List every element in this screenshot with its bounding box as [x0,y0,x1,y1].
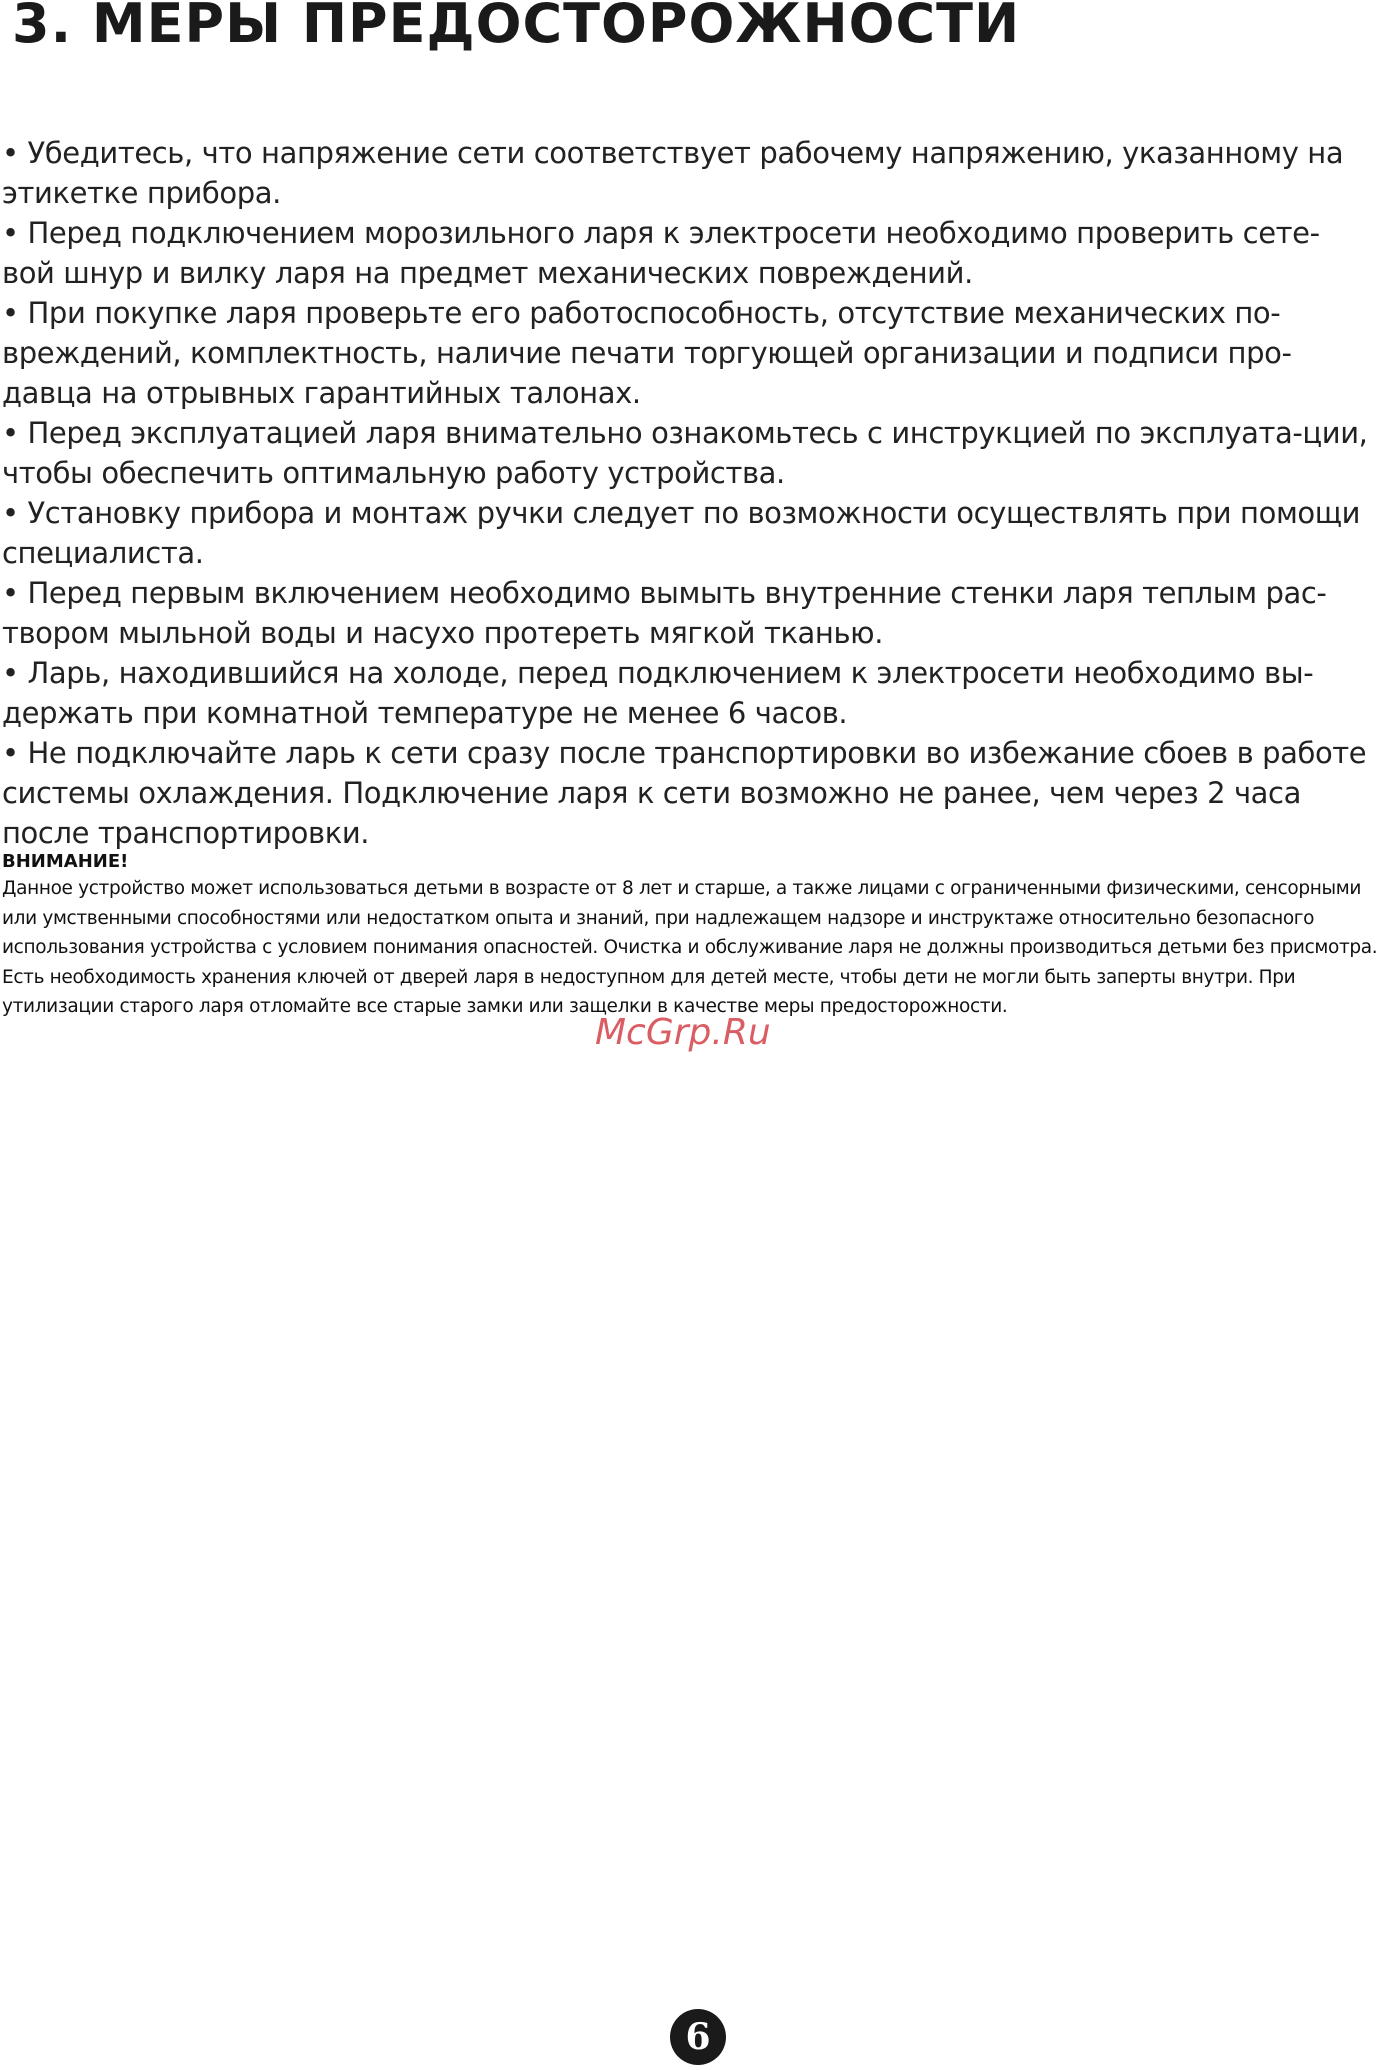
warning-paragraph-children: Данное устройство может использоваться детьми в возрасте от 8 лет и старше, а также лицами с ограниченными физическими, сенсорными или умственными способностями или недостатком опыта и знаний, при надлежащем надзоре и инструктаже относительно безопасного использования устройства с условием понимания опасностей. Очистка и обслуживание ларя не должны производиться детьми без присмотра. [2,878,1378,958]
list-item: • При покупке ларя проверьте его работоспособность, отсутствие механических по-вреждений, комплектность, наличие печати торгующей организации и подписи про-давца на отрывных гарантийных талонах. [2,296,1292,410]
list-item: • Ларь, находившийся на холоде, перед подключением к электросети необходимо вы-держать при комнатной температуре не менее 6 часов. [2,656,1314,730]
page-title: 3. МЕРЫ ПРЕДОСТОРОЖНОСТИ [12,0,1021,55]
watermark: McGrp.Ru [595,1012,771,1053]
list-item: • Перед эксплуатацией ларя внимательно ознакомьтесь с инструкцией по эксплуата-ции, чтобы обеспечить оптимальную работу устройства. [2,416,1368,490]
warning-paragraph-keys: Есть необходимость хранения ключей от дверей ларя в недоступном для детей месте, чтобы дети не могли быть заперты внутри. При утилизации старого ларя отломайте все старые замки или защелки в качестве меры предосторожности. [2,966,1296,1017]
list-item: • Не подключайте ларь к сети сразу после транспортировки во избежание сбоев в работе системы охлаждения. Подключение ларя к сети возможно не ранее, чем через 2 часа после транспортировки. [2,736,1367,850]
warning-heading: ВНИМАНИЕ! [2,851,129,872]
list-item: • Установку прибора и монтаж ручки следует по возможности осуществлять при помощи специалиста. [2,496,1361,570]
list-item: • Убедитесь, что напряжение сети соответствует рабочему напряжению, указанному на этикетке прибора. [2,136,1344,210]
list-item: • Перед подключением морозильного ларя к электросети необходимо проверить сете-вой шнур и вилку ларя на предмет механических повреждений. [2,216,1320,290]
list-item: • Перед первым включением необходимо вымыть внутренние стенки ларя теплым рас-твором мыльной воды и насухо протереть мягкой тканью. [2,576,1327,650]
warning-section [2,850,1378,1022]
page-number-badge: 6 [670,2009,726,2065]
precautions-list [2,133,1372,853]
